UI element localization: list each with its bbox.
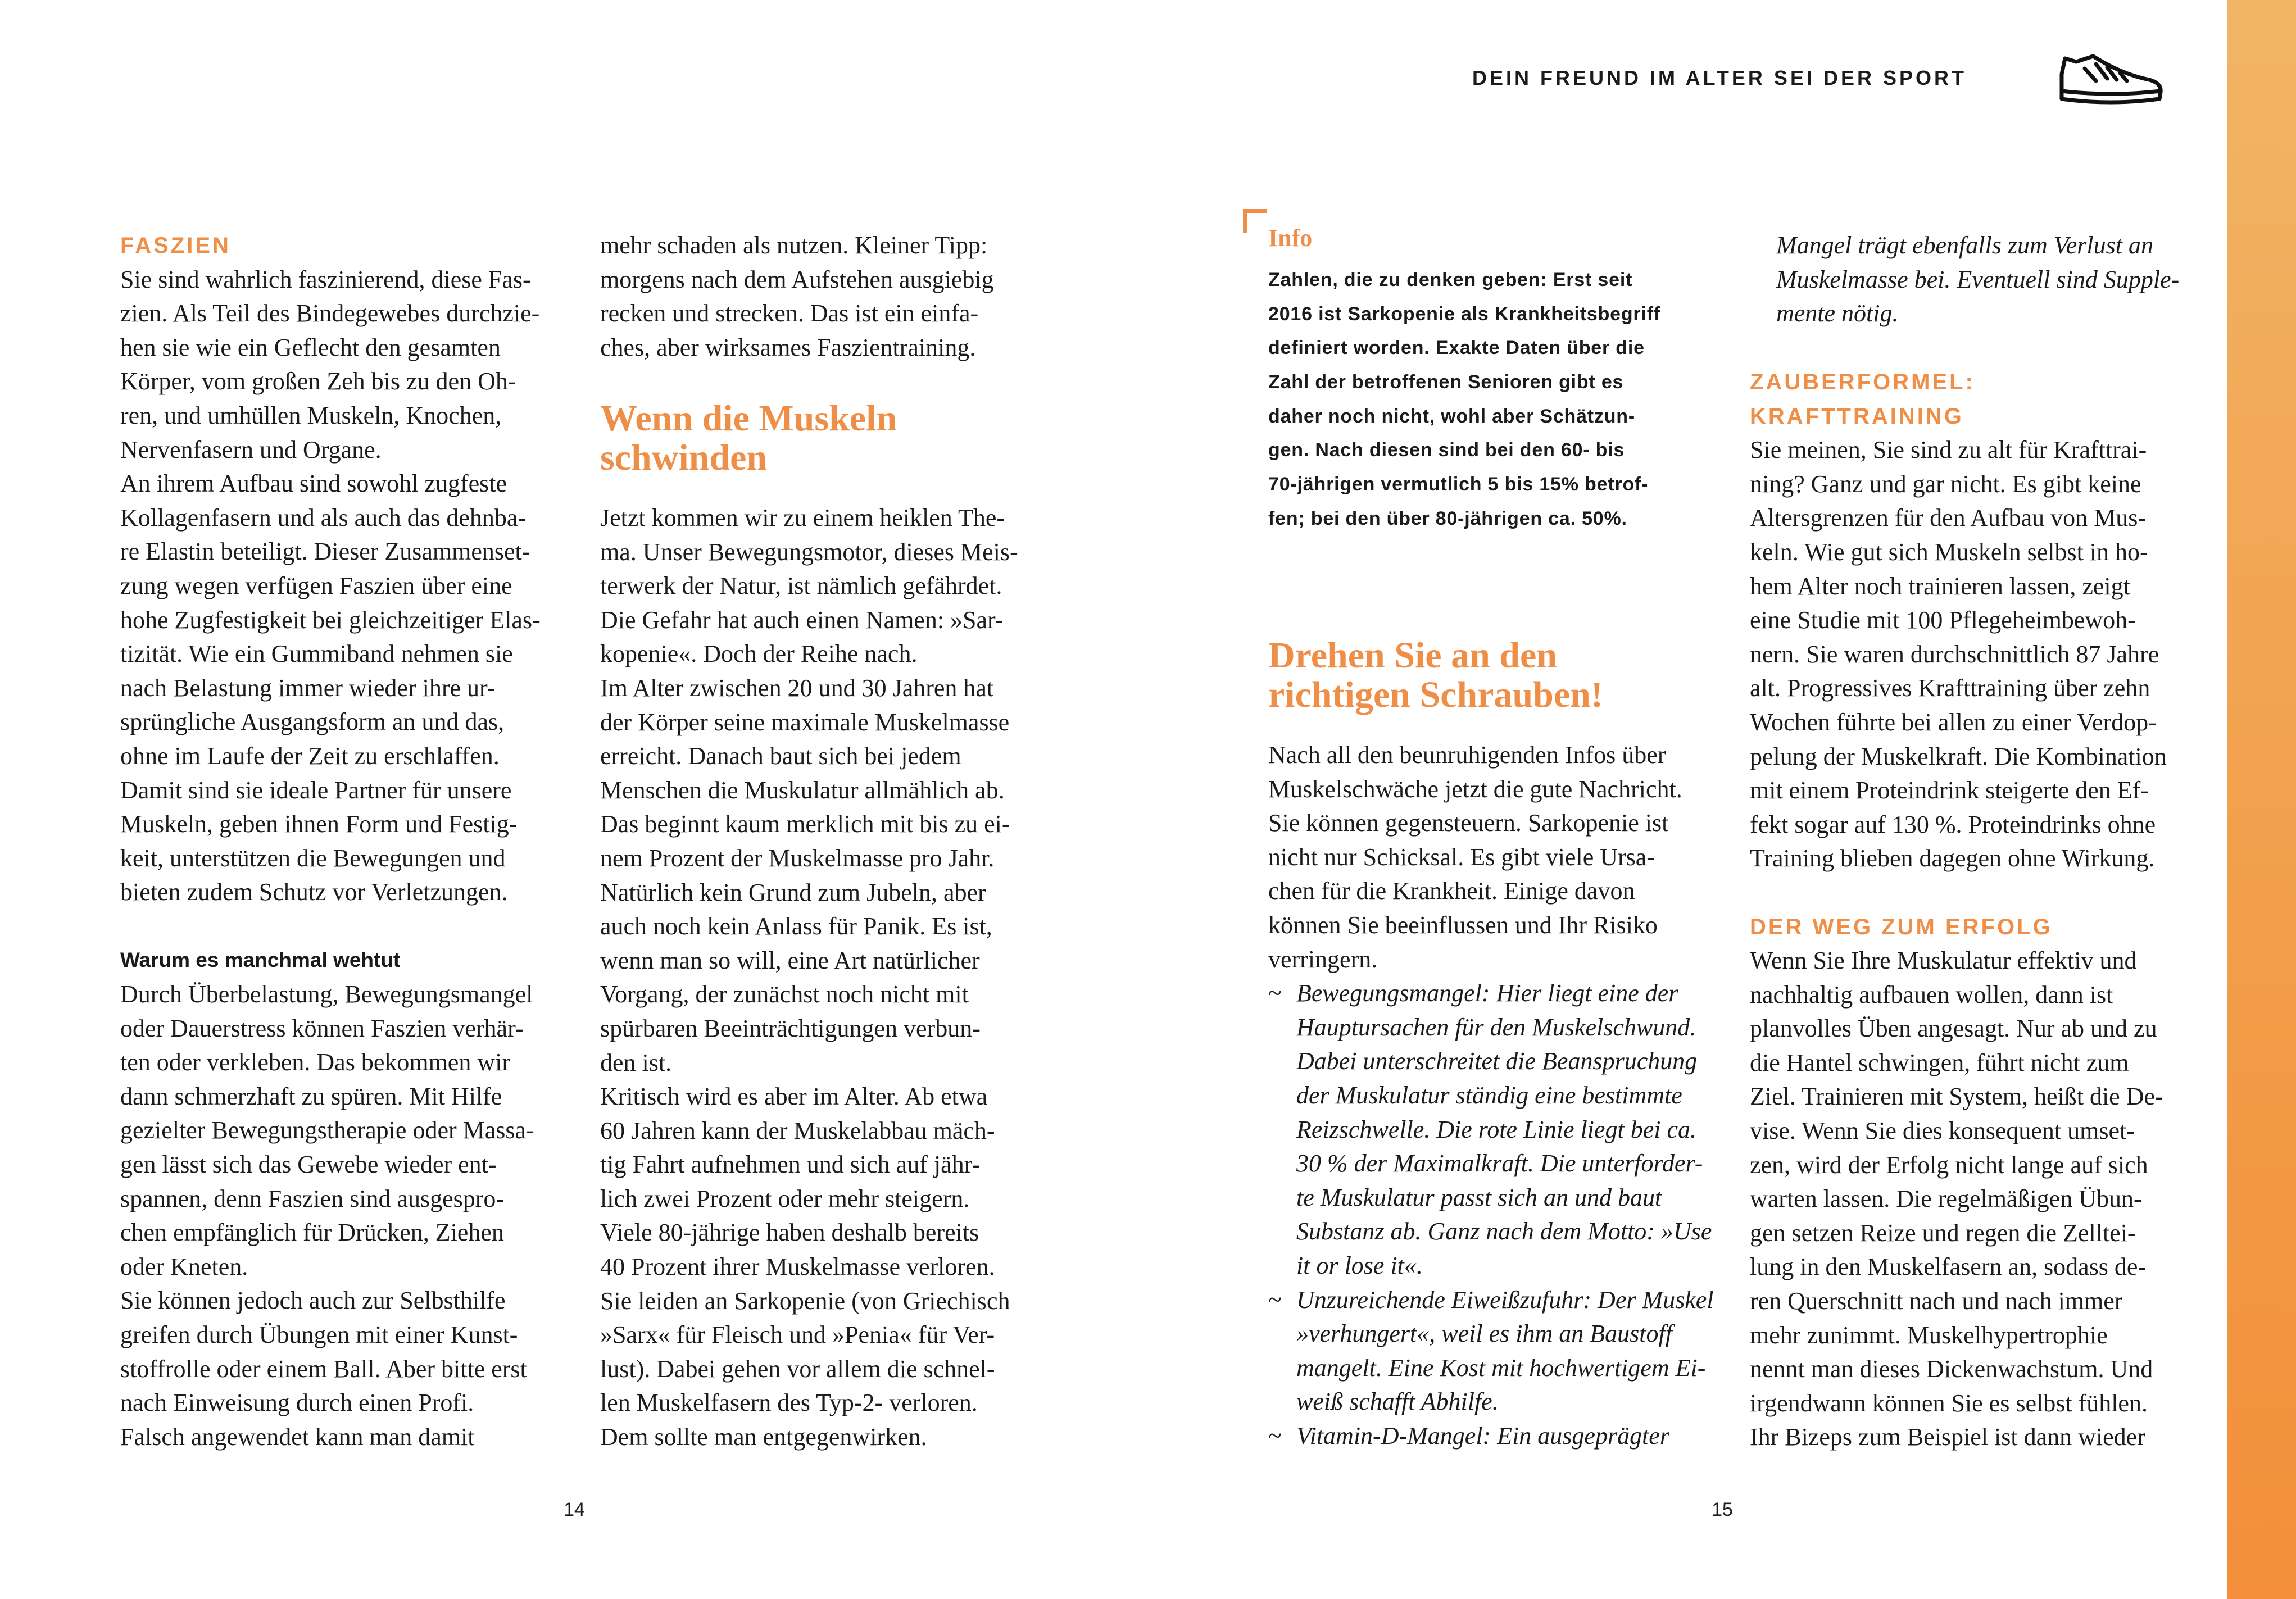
list-item — [1268, 1283, 1714, 1419]
text-line: chen empfänglich für Drücken, Ziehen — [120, 1219, 504, 1247]
text-line: 40 Prozent ihrer Muskelmasse verloren. — [600, 1253, 995, 1281]
text-line: te Muskulatur passt sich an und baut — [1296, 1183, 1662, 1211]
list-continuation — [1776, 229, 2179, 331]
tilde-bullet-icon: ~ — [1268, 1421, 1282, 1450]
text-line: vise. Wenn Sie dies konsequent umset- — [1750, 1117, 2135, 1145]
text-line: Training blieben dagegen ohne Wirkung. — [1750, 844, 2155, 873]
text-line: »Sarx« für Fleisch und »Penia« für Ver- — [600, 1321, 995, 1349]
text-line: Reizschwelle. Die rote Linie liegt bei ca. — [1296, 1115, 1696, 1143]
text-line: gezielter Bewegungstherapie oder Massa- — [120, 1116, 534, 1144]
text-line: mehr zunimmt. Muskelhypertrophie — [1750, 1321, 2108, 1349]
text-line: zen, wird der Erfolg nicht lange auf sich — [1750, 1151, 2148, 1179]
section-heading-faszien: FASZIEN — [120, 233, 231, 258]
text-line: An ihrem Aufbau sind sowohl zugfeste — [120, 470, 507, 498]
text-line: gen setzen Reize und regen die Zelltei- — [1750, 1219, 2136, 1247]
text-line: lich zwei Prozent oder mehr steigern. — [600, 1184, 970, 1212]
text-line: Nervenfasern und Organe. — [120, 435, 382, 464]
paragraph — [1268, 738, 1714, 976]
text-line: Das beginnt kaum merklich mit bis zu ei- — [600, 810, 1010, 838]
text-line: spannen, denn Faszien sind ausgespro- — [120, 1184, 505, 1212]
subheading: Warum es manchmal wehtut — [120, 948, 401, 972]
text-line: nern. Sie waren durchschnittlich 87 Jahre — [1750, 640, 2159, 668]
text-line: nach Belastung immer wieder ihre ur- — [120, 674, 496, 702]
text-line: Muskeln, geben ihnen Form und Festig- — [120, 810, 518, 838]
text-line: Zahl der betroffenen Senioren gibt es — [1268, 371, 1624, 393]
text-line: Mangel trägt ebenfalls zum Verlust an — [1776, 231, 2153, 259]
tilde-bullet-icon: ~ — [1268, 979, 1282, 1007]
text-line: gen lässt sich das Gewebe wieder ent- — [120, 1151, 497, 1179]
text-line: Wenn Sie Ihre Muskulatur effektiv und — [1750, 947, 2137, 975]
text-line: Menschen die Muskulatur allmählich ab. — [600, 776, 1005, 804]
text-line: morgens nach dem Aufstehen ausgiebig — [600, 265, 994, 293]
text-line: recken und strecken. Das ist ein einfa- — [600, 299, 979, 328]
paragraph — [120, 978, 541, 1454]
text-line: Nach all den beunruhigenden Infos über — [1268, 741, 1666, 769]
text-line: len Muskelfasern des Typ-2- verloren. — [600, 1389, 978, 1417]
text-line: Durch Überbelastung, Bewegungsmangel — [120, 980, 533, 1009]
text-line: lust). Dabei gehen vor allem die schnel- — [600, 1355, 995, 1383]
text-line: warten lassen. Die regelmäßigen Übun- — [1750, 1185, 2142, 1213]
text-line: chen für die Krankheit. Einige davon — [1268, 877, 1635, 905]
text-line: »verhungert«, weil es ihm an Baustoff — [1296, 1320, 1672, 1348]
text-line: dann schmerzhaft zu spüren. Mit Hilfe — [120, 1082, 502, 1110]
text-line: erreicht. Danach baut sich bei jedem — [600, 742, 961, 770]
text-line: Drehen Sie an den — [1268, 635, 1558, 676]
text-line: 70-jährigen vermutlich 5 bis 15% betrof- — [1268, 474, 1649, 496]
text-line: fen; bei den über 80-jährigen ca. 50%. — [1268, 507, 1627, 529]
text-line: Wochen führte bei allen zu einer Verdop- — [1750, 708, 2157, 736]
text-line: 30 % der Maximalkraft. Die unterforder- — [1296, 1150, 1703, 1178]
column-3-body — [1268, 738, 1714, 1453]
text-line: Jetzt kommen wir zu einem heiklen The- — [600, 504, 1005, 532]
text-line: Wenn die Muskeln — [600, 398, 897, 439]
text-line: weiß schafft Abhilfe. — [1296, 1388, 1499, 1416]
text-line: eine Studie mit 100 Pflegeheimbewoh- — [1750, 606, 2136, 634]
text-line: zien. Als Teil des Bindegewebes durchzie- — [120, 299, 540, 328]
section-heading-krafttraining — [1750, 365, 2167, 433]
sneaker-icon — [2054, 52, 2166, 108]
text-line: Muskelmasse bei. Eventuell sind Supple- — [1776, 265, 2180, 293]
text-line: Sie können gegensteuern. Sarkopenie ist — [1268, 809, 1669, 837]
text-line: mehr schaden als nutzen. Kleiner Tipp: — [600, 231, 988, 259]
text-line: Ihr Bizeps zum Beispiel ist dann wieder — [1750, 1423, 2145, 1451]
column-4-body — [1750, 365, 2167, 1455]
text-line: tig Fahrt aufnehmen und sich auf jähr- — [600, 1151, 981, 1179]
text-line: schwinden — [600, 437, 768, 478]
text-line: nachhaltig aufbauen wollen, dann ist — [1750, 980, 2113, 1009]
text-line: oder Kneten. — [120, 1252, 248, 1280]
text-line: Kollagenfasern und als auch das dehnba- — [120, 503, 527, 532]
text-line: den ist. — [600, 1048, 672, 1076]
text-line: terwerk der Natur, ist nämlich gefährdet. — [600, 572, 1002, 600]
text-line: lung in den Muskelfasern an, sodass de- — [1750, 1253, 2147, 1281]
text-line: oder Dauerstress können Faszien verhär- — [120, 1014, 524, 1042]
text-line: Dabei unterschreitet die Beanspruchung — [1296, 1047, 1698, 1075]
text-line: ohne im Laufe der Zeit zu erschlaffen. — [120, 742, 500, 770]
text-line: alt. Progressives Krafttraining über zehn — [1750, 674, 2150, 702]
text-line: auch noch kein Anlass für Panik. Es ist, — [600, 912, 992, 941]
chapter-heading — [600, 399, 897, 478]
text-line: 60 Jahren kann der Muskelabbau mäch- — [600, 1116, 995, 1144]
page-number-left: 14 — [564, 1499, 585, 1520]
text-line: Altersgrenzen für den Aufbau von Mus- — [1750, 504, 2147, 532]
text-line: ten oder verkleben. Das bekommen wir — [120, 1048, 510, 1076]
text-line: Hauptursachen für den Muskelschwund. — [1296, 1013, 1696, 1041]
text-line: daher noch nicht, wohl aber Schätzun- — [1268, 405, 1635, 427]
text-line: mangelt. Eine Kost mit hochwertigem Ei- — [1296, 1353, 1706, 1382]
text-line: sprüngliche Ausgangsform an und das, — [120, 708, 505, 736]
paragraph — [1750, 944, 2167, 1455]
text-line: Körper, vom großen Zeh bis zu den Oh- — [120, 367, 516, 396]
text-line: hohe Zugfestigkeit bei gleichzeitiger Elas- — [120, 606, 541, 634]
text-line: der Muskulatur ständig eine bestimmte — [1296, 1081, 1682, 1109]
paragraph — [120, 263, 541, 910]
text-line: it or lose it«. — [1296, 1251, 1423, 1279]
text-line: bieten zudem Schutz vor Verletzungen. — [120, 878, 508, 906]
list-item — [1268, 1419, 1714, 1453]
text-line: Damit sind sie ideale Partner für unsere — [120, 776, 512, 804]
text-line: Zahlen, die zu denken geben: Erst seit — [1268, 269, 1633, 290]
text-line: nach Einweisung durch einen Profi. — [120, 1389, 474, 1417]
text-line: nennt man dieses Dickenwachstum. Und — [1750, 1355, 2153, 1383]
text-line: nem Prozent der Muskelmasse pro Jahr. — [600, 844, 995, 872]
text-line: Sie meinen, Sie sind zu alt für Krafttrai- — [1750, 436, 2147, 464]
text-line: Sie leiden an Sarkopenie (von Griechisch — [600, 1287, 1010, 1315]
text-line: Im Alter zwischen 20 und 30 Jahren hat — [600, 674, 994, 702]
text-line: wenn man so will, eine Art natürlicher — [600, 946, 980, 974]
list-item — [1268, 976, 1714, 1283]
page-number-right: 15 — [1712, 1499, 1733, 1520]
text-line: pelung der Muskelkraft. Die Kombination — [1750, 742, 2167, 770]
causes-list — [1268, 976, 1714, 1453]
text-line: spürbaren Beeinträchtigungen verbun- — [600, 1014, 981, 1042]
text-line: definiert worden. Exakte Daten über die — [1268, 337, 1645, 359]
text-line: Bewegungsmangel: Hier liegt eine der — [1296, 979, 1678, 1007]
column-2-intro — [600, 229, 994, 365]
text-line: mente nötig. — [1776, 299, 1899, 328]
text-line: ren, und umhüllen Muskeln, Knochen, — [120, 401, 502, 429]
text-line: keit, unterstützen die Bewegungen und — [120, 844, 506, 872]
text-line: Falsch angewendet kann man damit — [120, 1423, 475, 1451]
text-line: richtigen Schrauben! — [1268, 674, 1603, 715]
section-heading — [1268, 636, 1603, 715]
text-line: verringern. — [1268, 945, 1378, 973]
text-line: Unzureichende Eiweißzufuhr: Der Muskel — [1296, 1285, 1714, 1314]
text-line: Natürlich kein Grund zum Jubeln, aber — [600, 878, 986, 906]
text-line: ches, aber wirksames Faszientraining. — [600, 333, 976, 361]
text-line: kopenie«. Doch der Reihe nach. — [600, 640, 918, 668]
text-line: hen sie wie ein Geflecht den gesamten — [120, 333, 501, 361]
text-line: ma. Unser Bewegungsmotor, dieses Meis- — [600, 538, 1018, 566]
text-line: der Körper seine maximale Muskelmasse — [600, 708, 1010, 736]
info-corner-bracket-icon — [1243, 209, 1267, 233]
column-1 — [120, 229, 541, 1454]
text-line: Dem sollte man entgegenwirken. — [600, 1423, 927, 1451]
text-line: die Hantel schwingen, führt nicht zum — [1750, 1048, 2129, 1076]
section-heading-erfolg: DER WEG ZUM ERFOLG — [1750, 914, 2053, 939]
tilde-bullet-icon: ~ — [1268, 1285, 1282, 1314]
text-line: hem Alter noch trainieren lassen, zeigt — [1750, 572, 2130, 600]
text-line: irgendwann können Sie es selbst fühlen. — [1750, 1389, 2148, 1417]
running-header: DEIN FREUND IM ALTER SEI DER SPORT — [1472, 66, 1967, 89]
text-line: können Sie beeinflussen und Ihr Risiko — [1268, 911, 1658, 939]
text-line: ning? Ganz und gar nicht. Es gibt keine — [1750, 470, 2141, 498]
text-line: 2016 ist Sarkopenie als Krankheitsbegriff — [1268, 303, 1660, 325]
text-line: Vitamin-D-Mangel: Ein ausgeprägter — [1296, 1421, 1669, 1450]
text-line: Ziel. Trainieren mit System, heißt die De- — [1750, 1083, 2163, 1111]
info-box-text — [1268, 263, 1660, 536]
text-line: gen. Nach diesen sind bei den 60- bis — [1268, 439, 1625, 461]
text-line: tizität. Wie ein Gummiband nehmen sie — [120, 640, 513, 668]
text-line: stoffrolle oder einem Ball. Aber bitte erst — [120, 1355, 527, 1383]
text-line: Muskelschwäche jetzt die gute Nachricht. — [1268, 775, 1682, 803]
orange-edge-strip — [2227, 0, 2296, 1599]
text-line: fekt sogar auf 130 %. Proteindrinks ohne — [1750, 810, 2156, 838]
column-2-body — [600, 501, 1018, 1455]
text-line: Vorgang, der zunächst noch nicht mit — [600, 980, 969, 1009]
text-line: KRAFTTRAINING — [1750, 403, 1964, 429]
text-line: Die Gefahr hat auch einen Namen: »Sar- — [600, 606, 1004, 634]
text-line: Kritisch wird es aber im Alter. Ab etwa — [600, 1083, 988, 1111]
text-line: keln. Wie gut sich Muskeln selbst in ho- — [1750, 538, 2148, 566]
text-line: zung wegen verfügen Faszien über eine — [120, 571, 512, 599]
text-line: re Elastin beteiligt. Dieser Zusammenset- — [120, 538, 530, 566]
paragraph — [1750, 433, 2167, 876]
text-line: Sie können jedoch auch zur Selbsthilfe — [120, 1287, 506, 1315]
text-line: ZAUBERFORMEL: — [1750, 370, 1975, 394]
text-line: Sie sind wahrlich faszinierend, diese Fas- — [120, 265, 531, 293]
text-line: Viele 80-jährige haben deshalb bereits — [600, 1219, 979, 1247]
text-line: mit einem Proteindrink steigerte den Ef- — [1750, 776, 2149, 805]
text-line: ren Querschnitt nach und nach immer — [1750, 1287, 2123, 1315]
text-line: greifen durch Übungen mit einer Kunst- — [120, 1321, 518, 1348]
text-line: Substanz ab. Ganz nach dem Motto: »Use — [1296, 1218, 1712, 1246]
text-line: nicht nur Schicksal. Es gibt viele Ursa- — [1268, 843, 1655, 871]
text-line: planvolles Üben angesagt. Nur ab und zu — [1750, 1015, 2157, 1043]
info-box-title: Info — [1268, 224, 1313, 252]
